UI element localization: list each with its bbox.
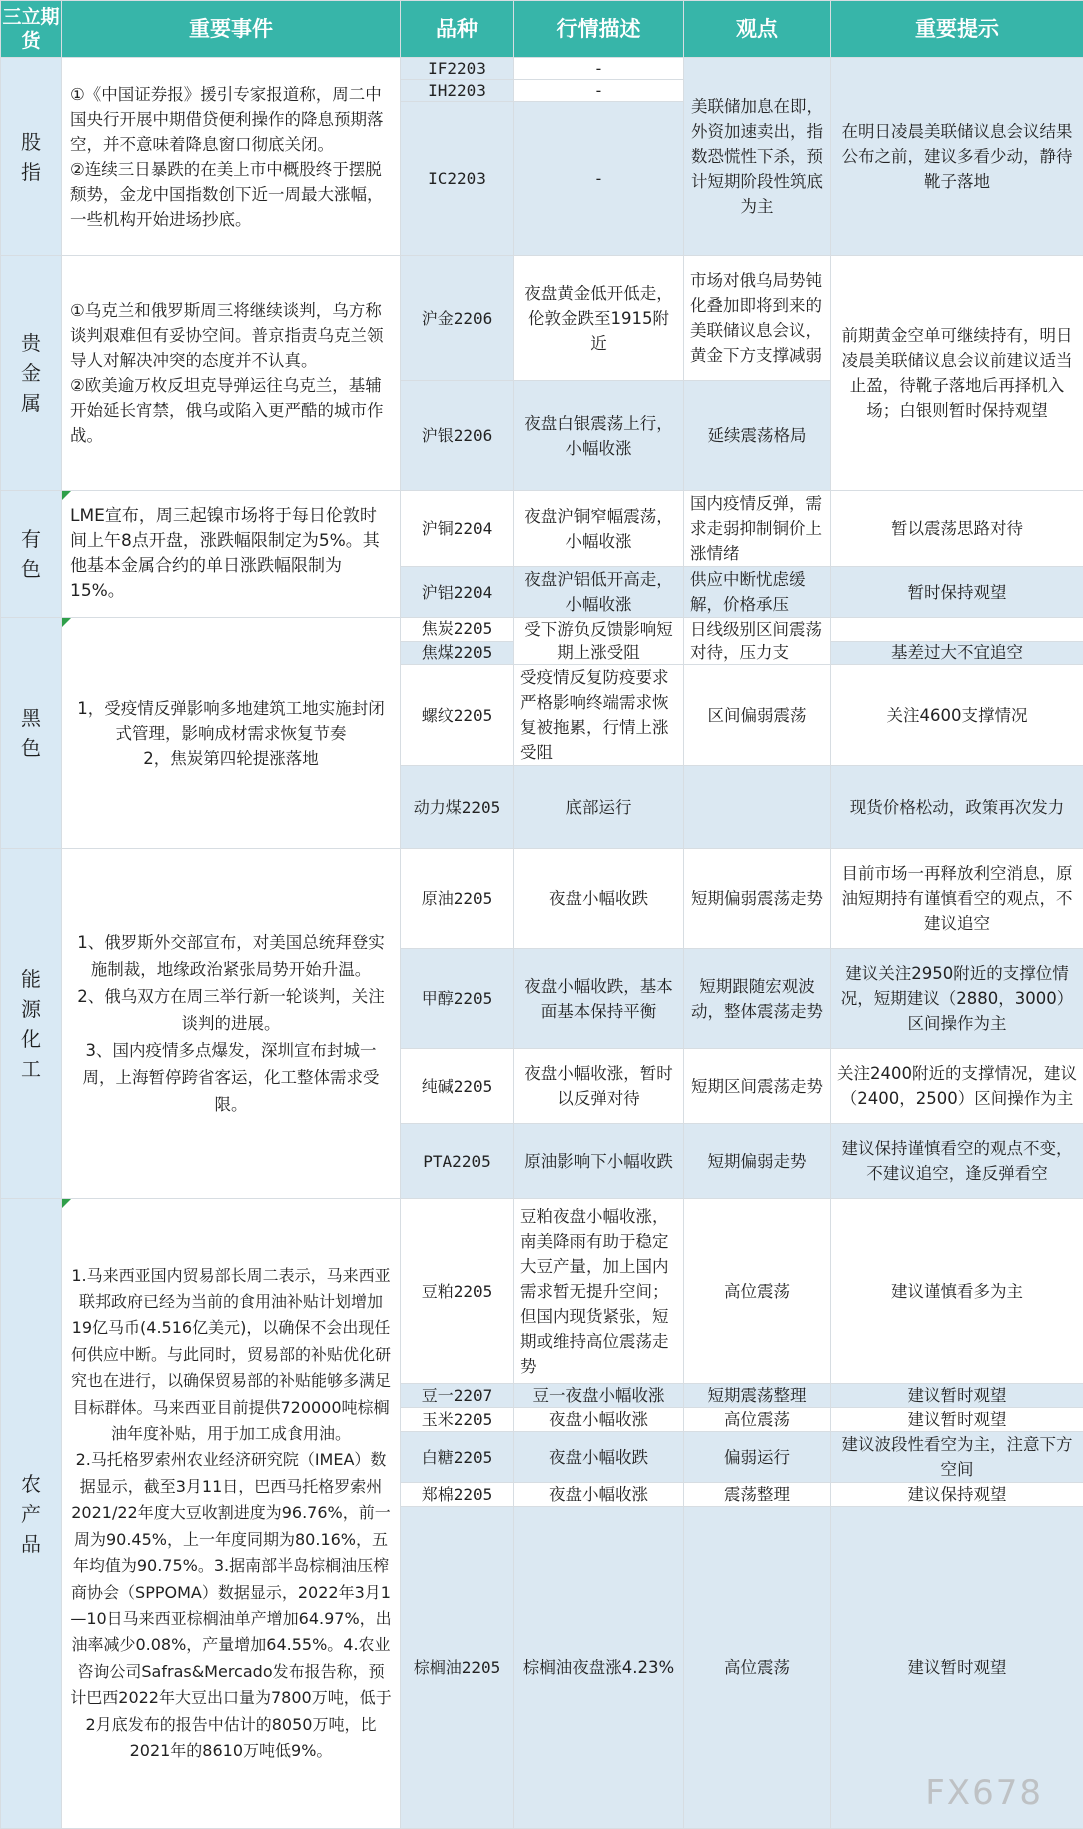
market-c2205: 夜盘小幅收涨: [514, 1408, 684, 1432]
market-sa2205: 夜盘小幅收涨，暂时以反弹对待: [514, 1049, 684, 1124]
sector-stock: 股指: [1, 58, 62, 256]
view-cu2204: 国内疫情反弹，需求走弱抑制铜价上涨情绪: [684, 491, 831, 567]
tip-ta2205: 建议保持谨慎看空的观点不变，不建议追空，逢反弹看空: [831, 1124, 1083, 1199]
variety-if2203: IF2203: [401, 58, 514, 80]
market-cu2204: 夜盘沪铜窄幅震荡，小幅收涨: [514, 491, 684, 567]
variety-ma2205: 甲醇2205: [401, 949, 514, 1049]
variety-c2205: 玉米2205: [401, 1408, 514, 1432]
market-al2204: 夜盘沪铝低开高走，小幅收涨: [514, 567, 684, 618]
tip-stock: 在明日凌晨美联储议息会议结果公布之前，建议多看少动，静待靴子落地: [831, 58, 1083, 256]
variety-ag2206: 沪银2206: [401, 381, 514, 491]
view-sr2205: 偏弱运行: [684, 1432, 831, 1483]
view-a2207: 短期震荡整理: [684, 1384, 831, 1408]
tip-a2207: 建议暂时观望: [831, 1384, 1083, 1408]
sector-nonferrous: 有色: [1, 491, 62, 618]
variety-cu2204: 沪铜2204: [401, 491, 514, 567]
tip-m2205: 建议谨慎看多为主: [831, 1199, 1083, 1384]
tip-jm2205: 基差过大不宜追空: [831, 641, 1083, 665]
variety-sc2205: 原油2205: [401, 849, 514, 949]
market-p2205: 棕榈油夜盘涨4.23%: [514, 1507, 684, 1829]
market-au2206: 夜盘黄金低开低走，伦敦金跌至1915附近: [514, 256, 684, 381]
variety-al2204: 沪铝2204: [401, 567, 514, 618]
market-ta2205: 原油影响下小幅收跌: [514, 1124, 684, 1199]
tip-sr2205: 建议波段性看空为主，注意下方空间: [831, 1432, 1083, 1483]
header-market: 行情描述: [514, 1, 684, 58]
variety-sa2205: 纯碱2205: [401, 1049, 514, 1124]
table-header-row: [1, 1, 1083, 58]
event-precious: ①乌克兰和俄罗斯周三将继续谈判，乌方称谈判艰难但有妥协空间。普京指责乌克兰领导人对解决冲突的态度并不认真。 ②欧美逾万枚反坦克导弹运往乌克兰，基辅开始延长宵禁，俄乌或陷入更严酷的城市作战。: [62, 256, 401, 491]
table-row: [1, 849, 1083, 949]
market-ih2203: -: [514, 80, 684, 102]
table-row: [1, 256, 1083, 381]
view-coke: 日线级别区间震荡对待，压力支: [684, 618, 831, 665]
tip-rb2205: 关注4600支撑情况: [831, 665, 1083, 766]
market-zc2205: 底部运行: [514, 766, 684, 849]
variety-jm2205: 焦煤2205: [401, 641, 514, 665]
variety-sr2205: 白糖2205: [401, 1432, 514, 1483]
variety-ih2203: IH2203: [401, 80, 514, 102]
market-a2207: 豆一夜盘小幅收涨: [514, 1384, 684, 1408]
variety-m2205: 豆粕2205: [401, 1199, 514, 1384]
header-tip: 重要提示: [831, 1, 1083, 58]
market-if2203: -: [514, 58, 684, 80]
event-stock: ①《中国证券报》援引专家报道称，周二中国央行开展中期借贷便利操作的降息预期落空，并不意味着降息窗口彻底关闭。 ②连续三日暴跌的在美上市中概股终于摆脱颓势，金龙中国指数创下近一周最大涨幅，一些机构开始进场抄底。: [62, 58, 401, 256]
tip-cf2205: 建议保持观望: [831, 1483, 1083, 1507]
tip-ma2205: 建议关注2950附近的支撑位情况，短期建议（2880，3000）区间操作为主: [831, 949, 1083, 1049]
tip-al2204: 暂时保持观望: [831, 567, 1083, 618]
tip-j2205: [831, 618, 1083, 642]
market-m2205: 豆粕夜盘小幅收涨，南美降雨有助于稳定大豆产量，加上国内需求暂无提升空间；但国内现货紧张，短期或维持高位震荡走势: [514, 1199, 684, 1384]
view-ma2205: 短期跟随宏观波动，整体震荡走势: [684, 949, 831, 1049]
view-ta2205: 短期偏弱走势: [684, 1124, 831, 1199]
variety-cf2205: 郑棉2205: [401, 1483, 514, 1507]
variety-j2205: 焦炭2205: [401, 618, 514, 642]
market-coke: 受下游负反馈影响短期上涨受阻: [514, 618, 684, 665]
header-view: 观点: [684, 1, 831, 58]
variety-rb2205: 螺纹2205: [401, 665, 514, 766]
variety-p2205: 棕榈油2205: [401, 1507, 514, 1829]
variety-zc2205: 动力煤2205: [401, 766, 514, 849]
market-rb2205: 受疫情反复防疫要求严格影响终端需求恢复被拖累，行情上涨受阻: [514, 665, 684, 766]
event-agri: 1.马来西亚国内贸易部长周二表示，马来西亚联邦政府已经为当前的食用油补贴计划增加19亿马币(4.516亿美元)，以确保不会出现任何供应中断。与此同时，贸易部的补贴优化研究也在进行，以确保贸易部的补贴能够多满足目标群体。马来西亚目前提供720000吨棕榈油年度补贴，用于加工成食用油。 2.马托格罗索州农业经济研究院（IMEA）数据显示，截至3月11日，巴西马托格罗索州2021/22年度大豆收割进度为96.76%，前一周为90.45%，上一年度同期为80.16%，五年均值为90.75%。3.据南部半岛棕榈油压榨商协会（SPPOMA）数据显示，2022年3月1—10日马来西亚棕榈油单产增加64.97%，出油率减少0.08%，产量增加64.55%。4.农业咨询公司Safras&Mercado发布报告称，预计巴西2022年大豆出口量为7800万吨，低于2月底发布的报告中估计的8050万吨，比2021年的8610万吨低9%。: [62, 1199, 401, 1829]
market-sc2205: 夜盘小幅收跌: [514, 849, 684, 949]
sector-agri: 农产品: [1, 1199, 62, 1829]
market-sr2205: 夜盘小幅收跌: [514, 1432, 684, 1483]
brand-header: 三立期货: [1, 1, 62, 58]
variety-ic2203: IC2203: [401, 102, 514, 256]
view-zc2205: [684, 766, 831, 849]
view-rb2205: 区间偏弱震荡: [684, 665, 831, 766]
view-ag2206: 延续震荡格局: [684, 381, 831, 491]
header-variety: 品种: [401, 1, 514, 58]
variety-a2207: 豆一2207: [401, 1384, 514, 1408]
header-event: 重要事件: [62, 1, 401, 58]
view-al2204: 供应中断忧虑缓解，价格承压: [684, 567, 831, 618]
view-sc2205: 短期偏弱震荡走势: [684, 849, 831, 949]
tip-p2205: 建议暂时观望: [831, 1507, 1083, 1829]
variety-ta2205: PTA2205: [401, 1124, 514, 1199]
variety-au2206: 沪金2206: [401, 256, 514, 381]
sector-precious: 贵金属: [1, 256, 62, 491]
market-cf2205: 夜盘小幅收涨: [514, 1483, 684, 1507]
tip-c2205: 建议暂时观望: [831, 1408, 1083, 1432]
table-row: [1, 491, 1083, 567]
market-ma2205: 夜盘小幅收跌，基本面基本保持平衡: [514, 949, 684, 1049]
view-p2205: 高位震荡: [684, 1507, 831, 1829]
view-c2205: 高位震荡: [684, 1408, 831, 1432]
sector-energy: 能源化工: [1, 849, 62, 1199]
event-energy: 1、俄罗斯外交部宣布，对美国总统拜登实施制裁，地缘政治紧张局势开始升温。 2、俄乌双方在周三举行新一轮谈判，关注谈判的进展。 3、国内疫情多点爆发，深圳宣布封城一周，上海暂停跨省客运，化工整体需求受限。: [62, 849, 401, 1199]
table-row: [1, 1199, 1083, 1384]
event-black: 1，受疫情反弹影响多地建筑工地实施封闭式管理，影响成材需求恢复节奏 2，焦炭第四轮提涨落地: [62, 618, 401, 849]
table-row: [1, 58, 1083, 80]
tip-sc2205: 目前市场一再释放利空消息，原油短期持有谨慎看空的观点，不建议追空: [831, 849, 1083, 949]
market-ic2203: -: [514, 102, 684, 256]
sector-black: 黑色: [1, 618, 62, 849]
view-stock: 美联储加息在即，外资加速卖出，指数恐慌性下杀，预计短期阶段性筑底为主: [684, 58, 831, 256]
watermark-logo: FX678: [925, 1773, 1043, 1813]
view-cf2205: 震荡整理: [684, 1483, 831, 1507]
view-m2205: 高位震荡: [684, 1199, 831, 1384]
tip-sa2205: 关注2400附近的支撑情况，建议（2400，2500）区间操作为主: [831, 1049, 1083, 1124]
market-ag2206: 夜盘白银震荡上行，小幅收涨: [514, 381, 684, 491]
table-row: [1, 618, 1083, 642]
tip-precious: 前期黄金空单可继续持有，明日凌晨美联储议息会议前建议适当止盈，待靴子落地后再择机入场；白银则暂时保持观望: [831, 256, 1083, 491]
view-sa2205: 短期区间震荡走势: [684, 1049, 831, 1124]
tip-cu2204: 暂以震荡思路对待: [831, 491, 1083, 567]
view-au2206: 市场对俄乌局势钝化叠加即将到来的美联储议息会议，黄金下方支撑减弱: [684, 256, 831, 381]
event-nonferrous: LME宣布，周三起镍市场将于每日伦敦时间上午8点开盘，涨跌幅限制定为5%。其他基本金属合约的单日涨跌幅限制为15%。: [62, 491, 401, 618]
tip-zc2205: 现货价格松动，政策再次发力: [831, 766, 1083, 849]
